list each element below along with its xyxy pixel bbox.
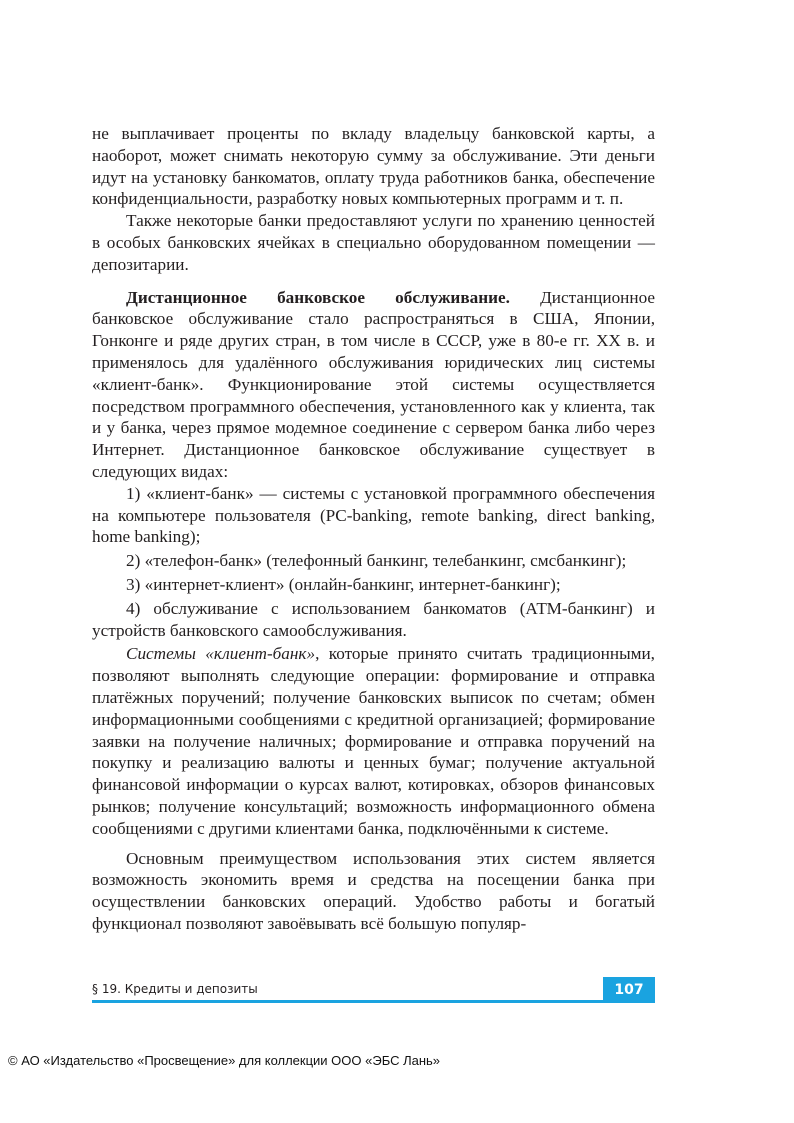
footer-section-title: § 19. Кредиты и депозиты: [92, 982, 258, 996]
page-number-badge: 107: [603, 977, 655, 1003]
paragraph-2: Также некоторые банки предоставляют услуги по хранению ценностей в особых банковских ячейках в специально оборудованном помещении — депозитарии.: [92, 211, 655, 274]
page-body-text: [92, 123, 655, 935]
section-heading-remote-banking: Дистанционное банковское обслуживание.: [126, 287, 510, 307]
paragraph-1: не выплачивает проценты по вкладу владельцу банковской карты, а наоборот, может снимать некоторую сумму за обслуживание. Эти деньги идут на установку банкоматов, оплату труда работников банка, обеспечение конфиденциальности, разработку новых компьютерных программ и т. п.: [92, 124, 655, 209]
list-item-2: 2) «телефон-банк» (телефонный банкинг, телебанкинг, смсбанкинг);: [126, 551, 627, 571]
paragraph-4: [92, 643, 655, 839]
list-item-1: 1) «клиент-банк» — системы с установкой программного обеспечения на компьютере пользователя (PC-banking, remote banking, direct banking, home banking);: [92, 483, 655, 547]
footer-divider: [92, 1000, 655, 1003]
paragraph-3-body: Дистанционное банковское обслуживание стало распространяться в США, Японии, Гонконге и ряде других стран, в том числе в СССР, уже в 80-е гг. XX в. и применялось для удалённого обслуживания юридических лиц системы «клиент-банк». Функционирование этой системы осуществляется посредством программного обеспечения, установленного как у клиента, так и у банка, через прямое модемное соединение с сервером банка либо через Интернет. Дистанционное банковское обслуживание существует в следующих видах:: [92, 287, 655, 481]
paragraph-5: Основным преимуществом использования этих систем является возможность экономить время и средства на посещении банка при осуществлении банковских операций. Удобство работы и богатый функционал позволяют завоёвывать всё большую популяр-: [92, 848, 655, 933]
copyright-notice: © АО «Издательство «Просвещение» для коллекции ООО «ЭБС Лань»: [8, 1053, 441, 1068]
paragraph-4-body: , которые принято считать традиционными, позволяют выполнять следующие операции: формирование и отправка платёжных поручений; получение банковских выписок по счетам; обмен информационными сообщениями с кредитной организацией; формирование заявки на получение наличных; формирование и отправка поручений на покупку и реализацию валюты и ценных бумаг; получение актуальной финансовой информации о курсах валют, котировках, обзоров финансовых рынков; получение консультаций; возможность информационного обмена сообщениями с другими клиентами банка, подключёнными к системе.: [92, 644, 655, 838]
list-item-4: 4) обслуживание с использованием банкоматов (АТМ-банкинг) и устройств банковского самообслуживания.: [92, 598, 655, 640]
list-item-3: 3) «интернет-клиент» (онлайн-банкинг, интернет-банкинг);: [126, 574, 561, 594]
italic-term-client-bank: Системы «клиент-банк»: [126, 644, 316, 664]
paragraph-3: [92, 287, 655, 483]
